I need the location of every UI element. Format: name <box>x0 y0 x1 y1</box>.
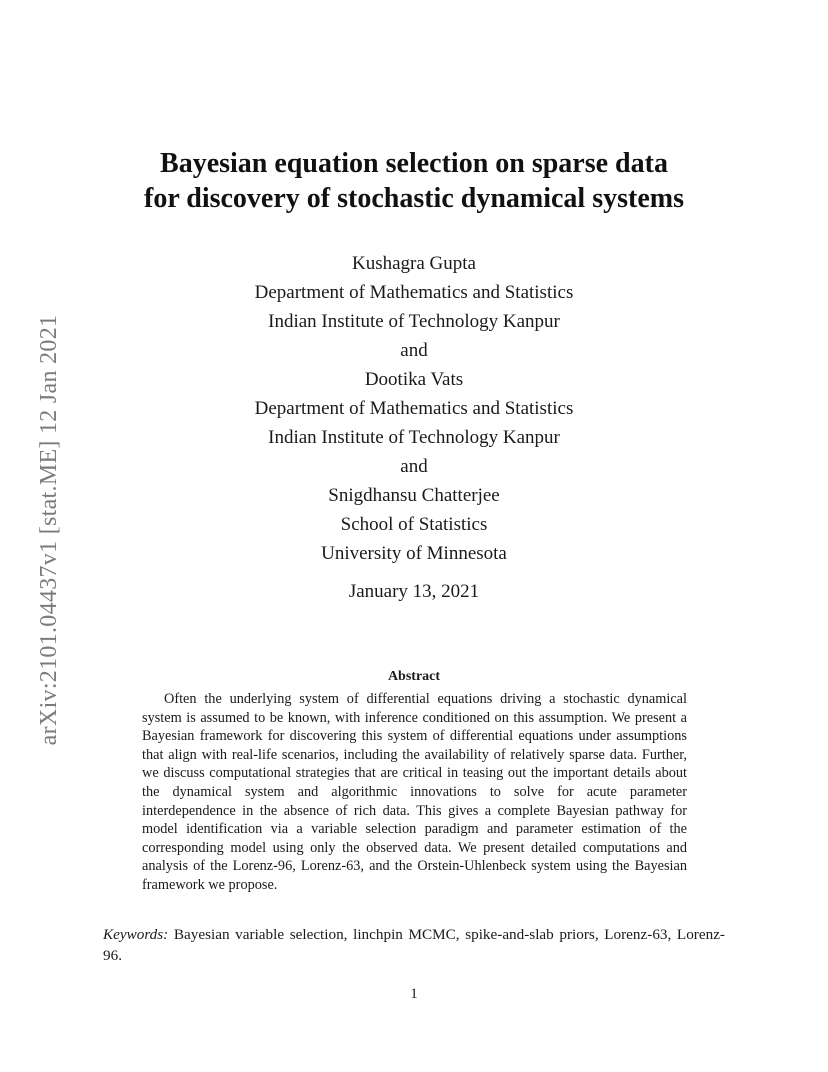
author-block <box>0 249 828 568</box>
author-institution: Indian Institute of Technology Kanpur <box>268 427 560 448</box>
paper-title <box>0 146 828 216</box>
abstract-heading: Abstract <box>387 669 441 684</box>
author-name: Snigdhansu Chatterjee <box>328 485 500 506</box>
author-separator: and <box>400 340 428 361</box>
keywords-label: Keywords: <box>103 926 169 943</box>
title-line-1: Bayesian equation selection on sparse data <box>160 148 668 179</box>
author-separator: and <box>400 456 428 477</box>
author-department: Department of Mathematics and Statistics <box>254 282 574 303</box>
title-line-2: for discovery of stochastic dynamical systems <box>144 183 684 214</box>
author-department: Department of Mathematics and Statistics <box>254 398 574 419</box>
author-institution: University of Minnesota <box>321 543 507 564</box>
author-institution: Indian Institute of Technology Kanpur <box>268 311 560 332</box>
keywords <box>103 924 725 966</box>
abstract-text: Often the underlying system of differential equations driving a stochastic dynamical system is assumed to be known, with inference conditioned on this assumption. We present a Bayesian framework for discovering this system of differential equations under assumptions that align with real-life scenarios, including the availability of relatively sparse data. Further, we discuss computational strategies that are critical in teasing out the important details about the dynamical system and algorithmic innovations to solve for acute parameter interdependence in the absence of rich data. This gives a complete Bayesian pathway for model identification via a variable selection paradigm and parameter estimation of the corresponding model using only the observed data. We present detailed computations and analysis of the Lorenz-96, Lorenz-63, and the Orstein-Uhlenbeck system using the Bayesian framework we propose. <box>142 691 687 893</box>
author-name: Kushagra Gupta <box>352 253 476 274</box>
publication-date: January 13, 2021 <box>348 581 480 602</box>
author-department: School of Statistics <box>340 514 488 535</box>
keywords-text: Bayesian variable selection, linchpin MCMC, spike-and-slab priors, Lorenz-63, Lorenz-96. <box>103 926 725 964</box>
author-name: Dootika Vats <box>364 369 464 390</box>
page-number: 1 <box>410 986 418 1002</box>
arxiv-identifier-stamp: arXiv:2101.04437v1 [stat.ME] 12 Jan 2021 <box>36 314 62 746</box>
